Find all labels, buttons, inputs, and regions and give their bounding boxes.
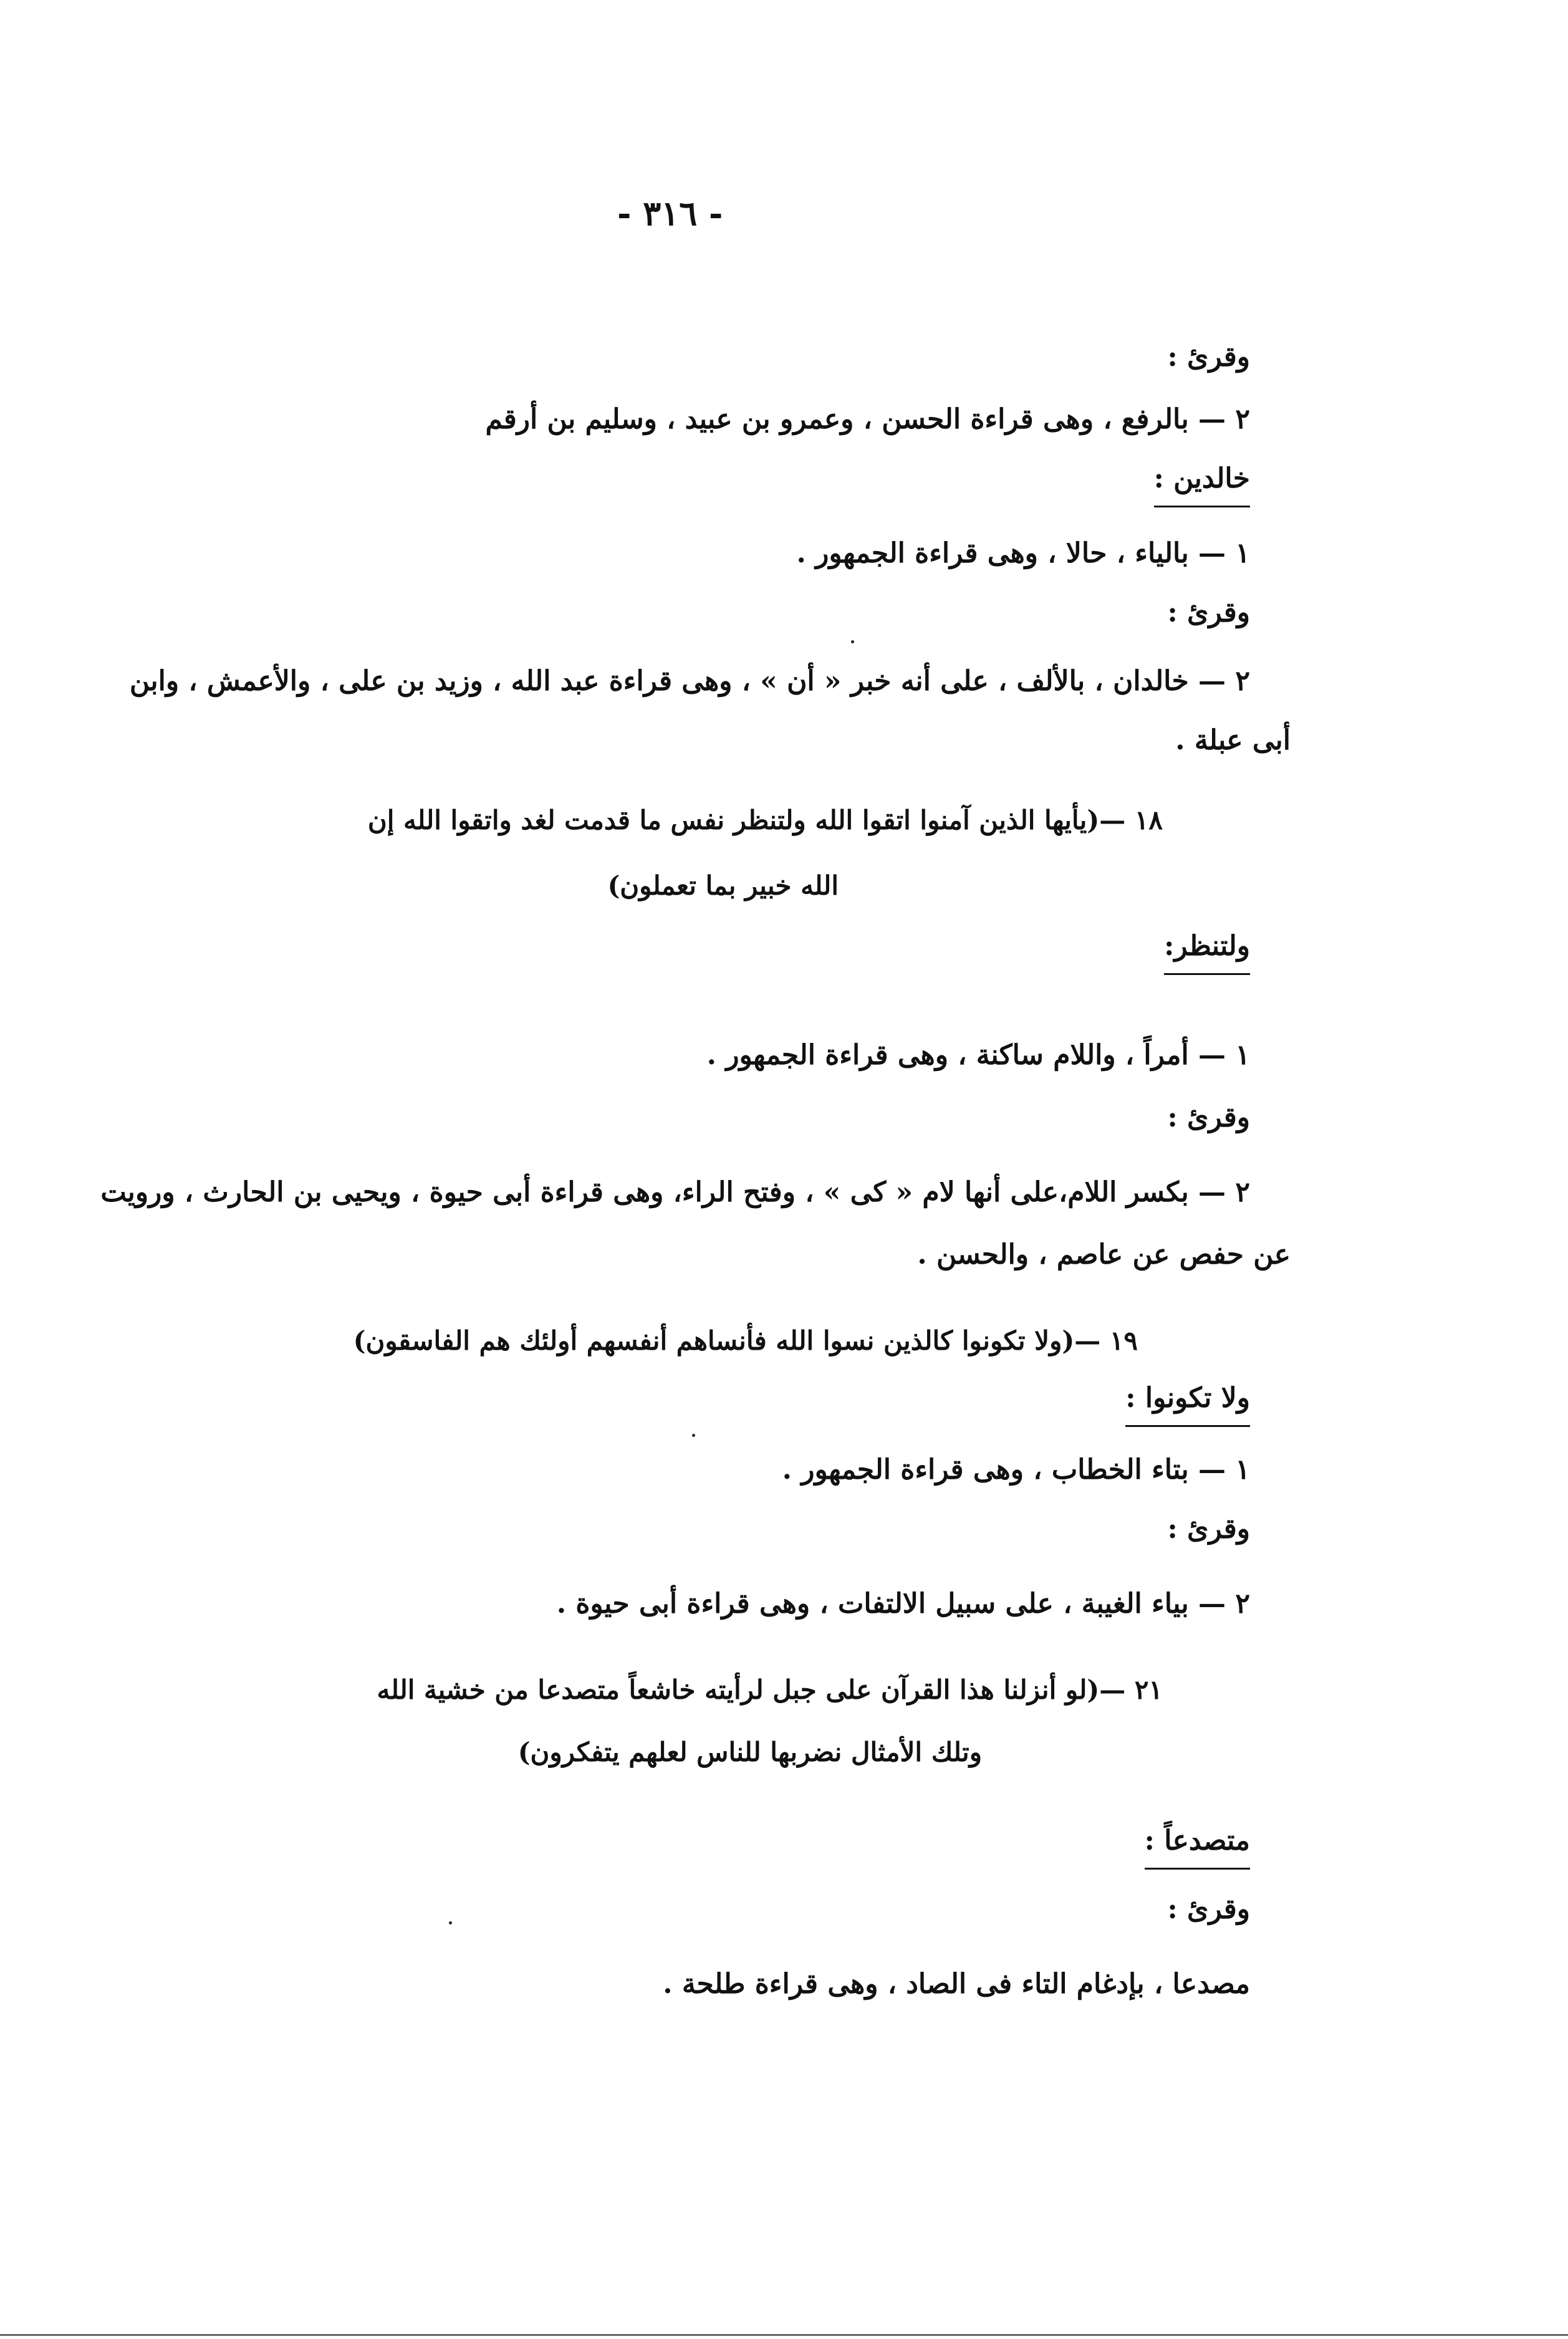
verse-21-line-2: وتلك الأمثال نضربها للناس لعلهم يتفكرون) xyxy=(517,1737,982,1767)
qira-heading: وقرئ : xyxy=(1167,341,1250,373)
word-heading-wala-takunu: ولا تكونوا : xyxy=(1125,1381,1250,1415)
scan-speck xyxy=(851,640,854,643)
verse-18-line-1: ١٨ —(يأيها الذين آمنوا اتقوا الله ولتنظر نفس ما قدمت لغد واتقوا الله إن xyxy=(367,805,1163,835)
word-heading-waltanzhur: ولتنظر: xyxy=(1164,929,1250,963)
page-number: - ٣١٦ - xyxy=(617,193,723,233)
word-heading-khalidayn: خالدين : xyxy=(1154,461,1250,496)
reading-line: ٢ — خالدان ، بالألف ، على أنه خبر « أن » ، وهى قراءة عبد الله ، وزيد بن على ، والأعمش ، وابن xyxy=(129,665,1250,697)
reading-line: ٢ — بكسر اللام،على أنها لام « كى » ، وفتح الراء، وهى قراءة أبى حيوة ، ويحيى بن الحارث ، ورويت xyxy=(100,1176,1250,1208)
reading-line: ٢ — بياء الغيبة ، على سبيل الالتفات ، وهى قراءة أبى حيوة . xyxy=(556,1588,1250,1620)
word-heading-mutasaddian: متصدعاً : xyxy=(1145,1823,1250,1858)
qira-heading: وقرئ : xyxy=(1167,1102,1250,1133)
qira-heading: وقرئ : xyxy=(1167,1513,1250,1545)
reading-line-continued: أبى عبلة . xyxy=(1175,724,1291,756)
reading-line: ٢ — بالرفع ، وهى قراءة الحسن ، وعمرو بن عبيد ، وسليم بن أرقم xyxy=(485,403,1250,435)
scan-speck xyxy=(692,1434,695,1437)
scan-speck xyxy=(449,1921,452,1924)
qira-heading: وقرئ : xyxy=(1167,597,1250,628)
reading-line: مصدعا ، بإدغام التاء فى الصاد ، وهى قراءة طلحة . xyxy=(663,1968,1250,2000)
reading-line: ١ — بالياء ، حالا ، وهى قراءة الجمهور . xyxy=(796,537,1250,569)
reading-line: ١ — بتاء الخطاب ، وهى قراءة الجمهور . xyxy=(782,1454,1250,1486)
scan-edge-line xyxy=(0,2334,1568,2336)
reading-line: ١ — أمراً ، واللام ساكنة ، وهى قراءة الجمهور . xyxy=(706,1039,1250,1071)
verse-21-line-1: ٢١ —(لو أنزلنا هذا القرآن على جبل لرأيته خاشعاً متصدعا من خشية الله xyxy=(377,1674,1163,1705)
verse-19: ١٩ —(ولا تكونوا كالذين نسوا الله فأنساهم أنفسهم أولئك هم الفاسقون) xyxy=(353,1325,1138,1356)
reading-line-continued: عن حفص عن عاصم ، والحسن . xyxy=(917,1239,1291,1270)
qira-heading: وقرئ : xyxy=(1167,1893,1250,1925)
verse-18-line-2: الله خبير بما تعملون) xyxy=(607,870,839,901)
